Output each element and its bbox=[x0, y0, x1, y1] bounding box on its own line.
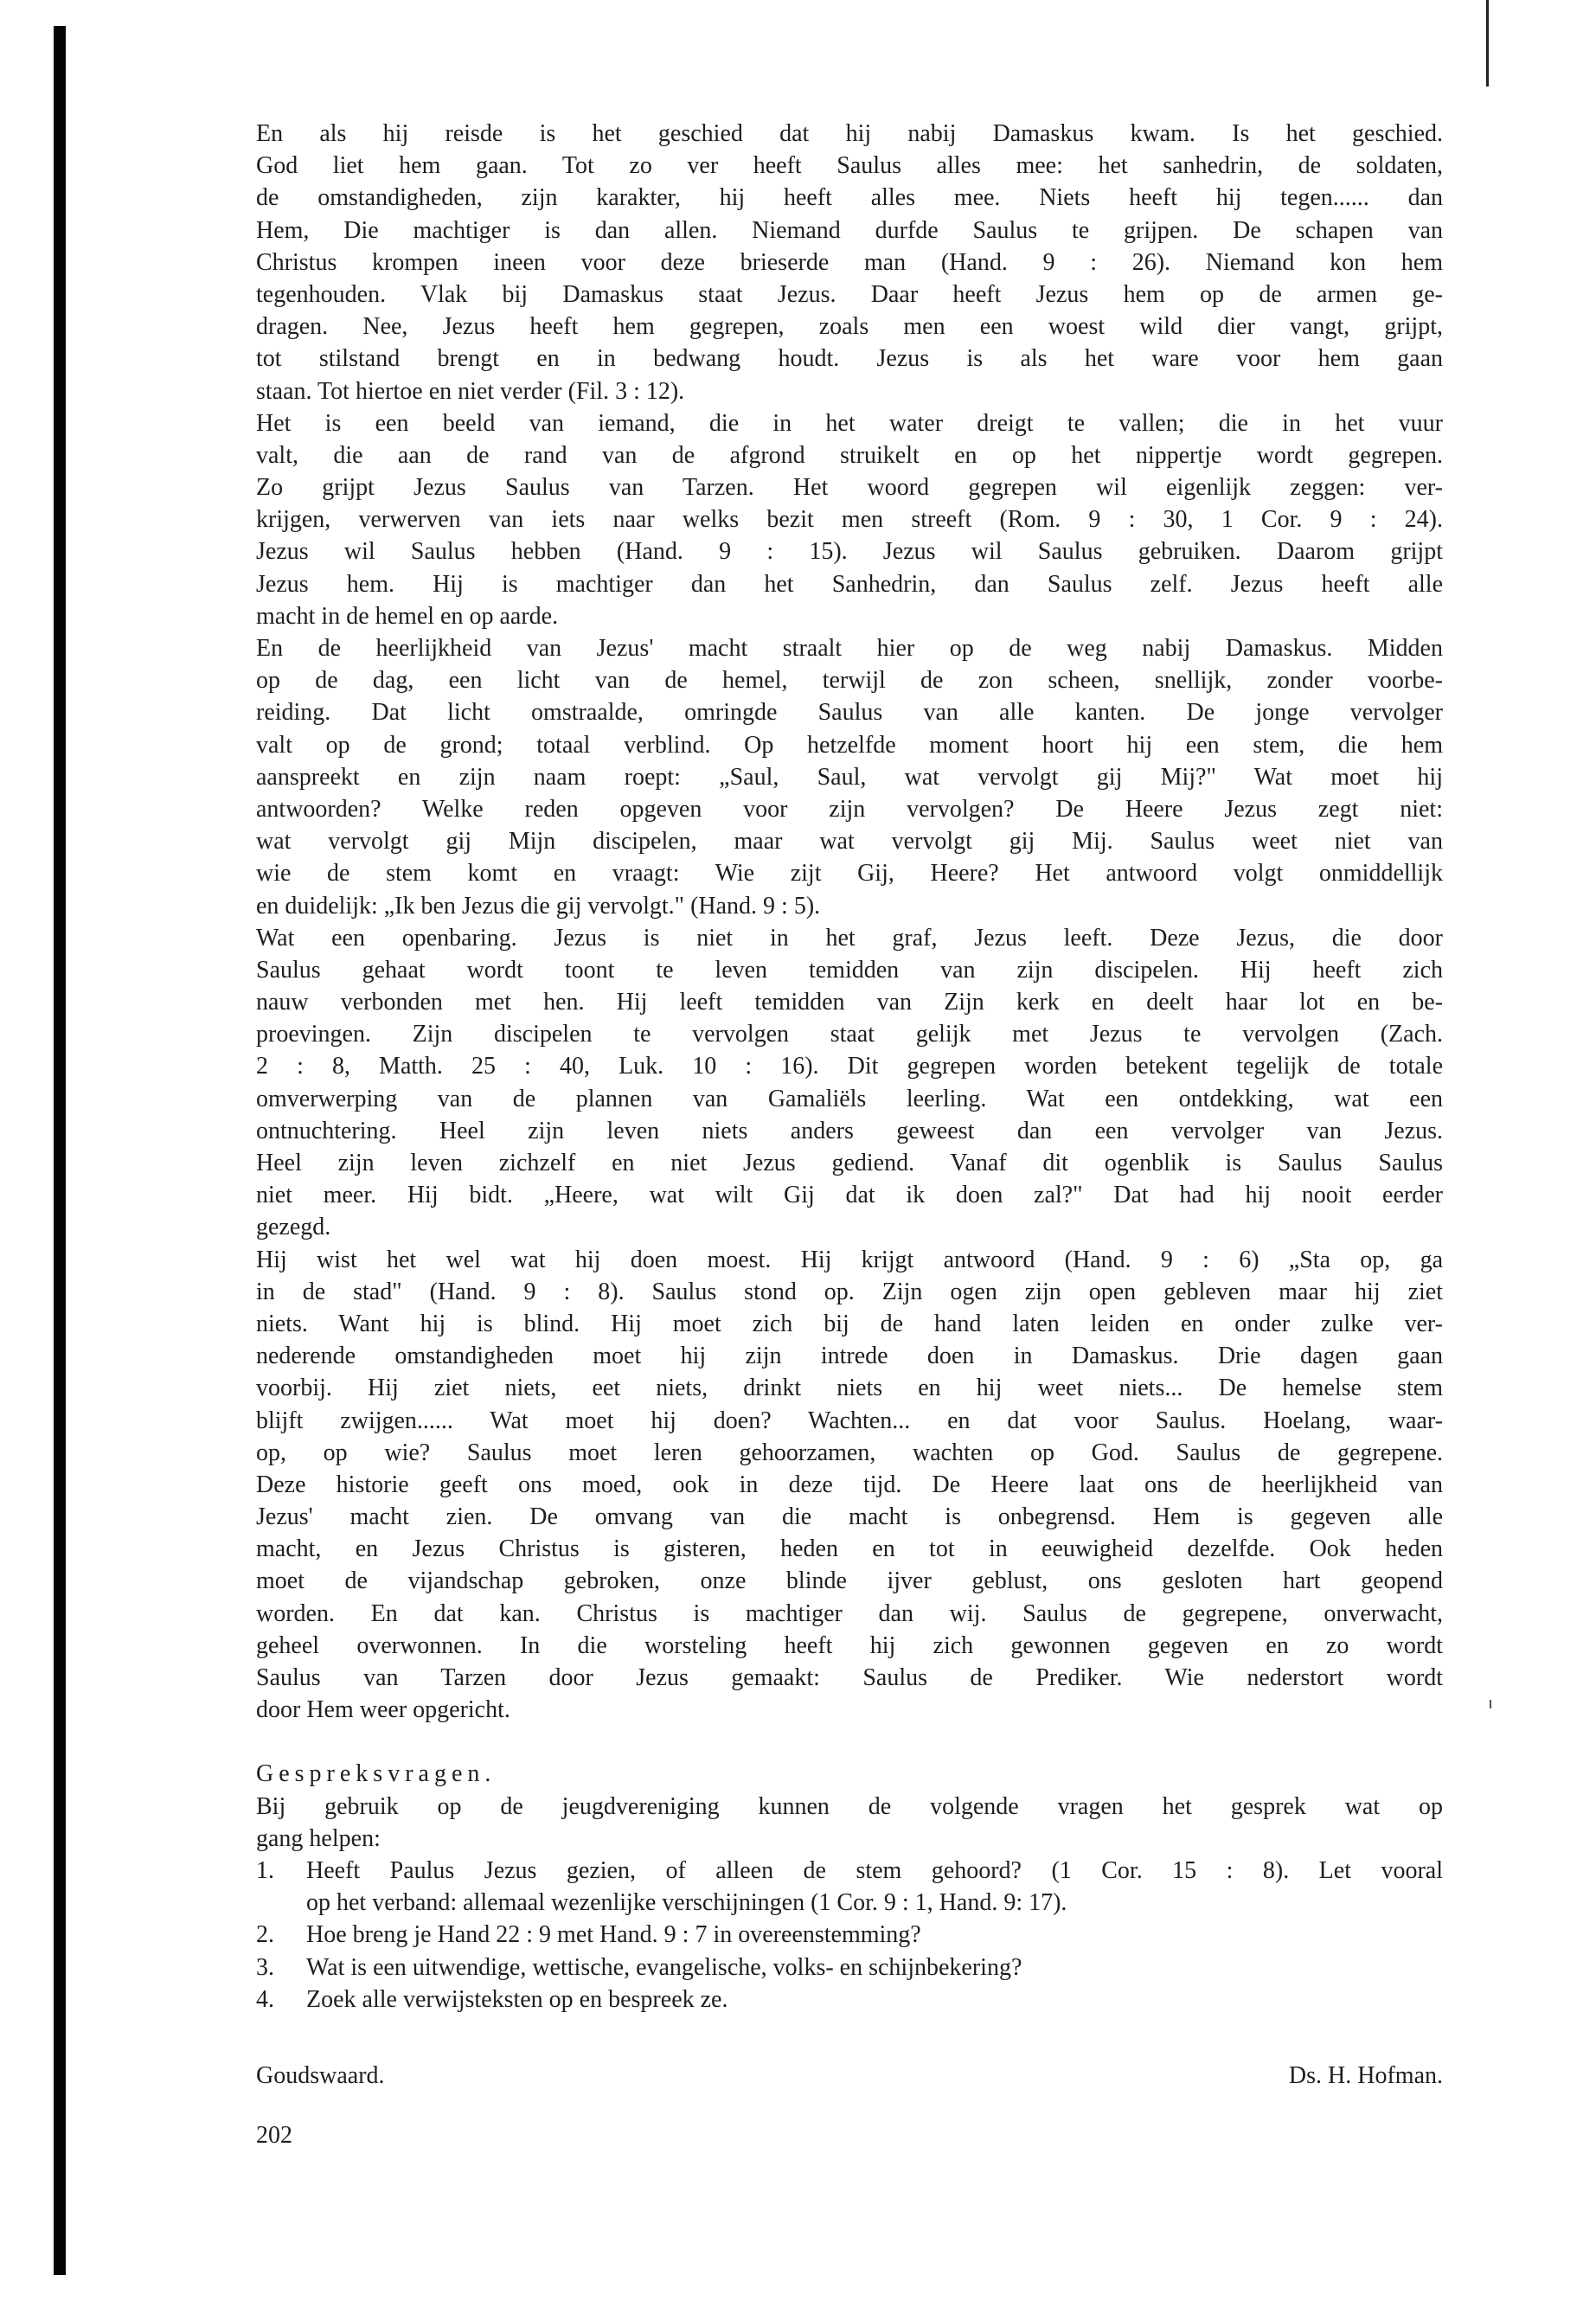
text-line: tot stilstand brengt en in bedwang houdt. Jezus is als het ware voor hem gaan bbox=[256, 345, 1443, 373]
question-text-continued: op het verband: allemaal wezenlijke verschijningen (1 Cor. 9 : 1, Hand. 9: 17). bbox=[306, 1889, 1067, 1917]
text-line: omverwerping van de plannen van Gamaliëls leerling. Wat een ontdekking, wat een bbox=[256, 1085, 1443, 1112]
text-line: Zo grijpt Jezus Saulus van Tarzen. Het woord gegrepen wil eigenlijk zeggen: ver- bbox=[256, 474, 1443, 502]
text-line: geheel overwonnen. In die worsteling heeft hij zich gewonnen gegeven en zo wordt bbox=[256, 1631, 1443, 1659]
question-number: 4. bbox=[256, 1985, 274, 2013]
text-line: op, op wie? Saulus moet leren gehoorzamen, wachten op God. Saulus de gegrepene. bbox=[256, 1439, 1443, 1466]
questions-intro-line: gang helpen: bbox=[256, 1824, 381, 1852]
text-line: proevingen. Zijn discipelen te vervolgen staat gelijk met Jezus te vervolgen (Zach. bbox=[256, 1021, 1443, 1048]
text-line: antwoorden? Welke reden opgeven voor zijn vervolgen? De Heere Jezus zegt niet: bbox=[256, 795, 1443, 823]
text-line: Jezus hem. Hij is machtiger dan het Sanhedrin, dan Saulus zelf. Jezus heeft alle bbox=[256, 570, 1443, 598]
section-gap bbox=[256, 2016, 1443, 2048]
text-line: moet de vijandschap gebroken, onze blinde ijver geblust, ons gesloten hart geopend bbox=[256, 1567, 1443, 1595]
question-text: Hoe breng je Hand 22 : 9 met Hand. 9 : 7 in overeenstemming? bbox=[306, 1921, 921, 1949]
text-line: krijgen, verwerven van iets naar welks bezit men streeft (Rom. 9 : 30, 1 Cor. 9 : 24). bbox=[256, 506, 1443, 534]
paragraph-5 bbox=[256, 1244, 1443, 1727]
text-line: gezegd. bbox=[256, 1214, 331, 1241]
text-line: wie de stem komt en vraagt: Wie zijt Gij, Heere? Het antwoord volgt onmiddellijk bbox=[256, 860, 1443, 888]
text-line: aanspreekt en zijn naam roept: „Saul, Saul, wat vervolgt gij Mij?" Wat moet hij bbox=[256, 763, 1443, 791]
question-list bbox=[256, 1855, 1443, 2016]
signature-line bbox=[256, 2060, 1443, 2092]
text-line: Deze historie geeft ons moed, ook in deze tijd. De Heere laat ons de heerlijkheid van bbox=[256, 1471, 1443, 1498]
question-text: Zoek alle verwijsteksten op en bespreek ze. bbox=[306, 1985, 728, 2013]
signature-author: Ds. H. Hofman. bbox=[1288, 2061, 1443, 2089]
text-line: en duidelijk: „Ik ben Jezus die gij vervolgt." (Hand. 9 : 5). bbox=[256, 892, 821, 920]
paragraph-3 bbox=[256, 632, 1443, 922]
text-line: op de dag, een licht van de hemel, terwijl de zon scheen, snellijk, zonder voorbe- bbox=[256, 667, 1443, 695]
text-line: En als hij reisde is het geschied dat hij nabij Damaskus kwam. Is het geschied. bbox=[256, 120, 1443, 147]
page-text-block bbox=[256, 118, 1443, 2092]
text-line: niet meer. Hij bidt. „Heere, wat wilt Gij dat ik doen zal?" Dat had hij nooit eerder bbox=[256, 1182, 1443, 1209]
text-line: staan. Tot hiertoe en niet verder (Fil. 3 : 12). bbox=[256, 377, 685, 405]
question-text: Wat is een uitwendige, wettische, evangelische, volks- en schijnbekering? bbox=[306, 1953, 1022, 1981]
paragraph-4 bbox=[256, 922, 1443, 1244]
signature-place: Goudswaard. bbox=[256, 2061, 385, 2089]
text-line: Christus krompen ineen voor deze brieserde man (Hand. 9 : 26). Niemand kon hem bbox=[256, 248, 1443, 276]
text-line: niets. Want hij is blind. Hij moet zich bij de hand laten leiden en onder zulke ver- bbox=[256, 1310, 1443, 1337]
scan-binding-edge bbox=[54, 26, 66, 2275]
text-line: valt op de grond; totaal verblind. Op hetzelfde moment hoort hij een stem, die hem bbox=[256, 731, 1443, 759]
text-line: 2 : 8, Matth. 25 : 40, Luk. 10 : 16). Dit gegrepen worden betekent tegelijk de totale bbox=[256, 1053, 1443, 1080]
section-gap bbox=[256, 1726, 1443, 1758]
text-line: macht in de hemel en op aarde. bbox=[256, 602, 559, 630]
text-line: macht, en Jezus Christus is gisteren, heden en tot in eeuwigheid dezelfde. Ook heden bbox=[256, 1535, 1443, 1563]
text-line: Jezus wil Saulus hebben (Hand. 9 : 15). Jezus wil Saulus gebruiken. Daarom grijpt bbox=[256, 538, 1443, 566]
text-line: nauw verbonden met hen. Hij leeft temidden van Zijn kerk en deelt haar lot en be- bbox=[256, 989, 1443, 1016]
text-line: ontnuchtering. Heel zijn leven niets anders geweest dan een vervolger van Jezus. bbox=[256, 1117, 1443, 1144]
text-line: in de stad" (Hand. 9 : 8). Saulus stond op. Zijn ogen zijn open gebleven maar hij ziet bbox=[256, 1278, 1443, 1305]
text-line: blijft zwijgen...... Wat moet hij doen? Wachten... en dat voor Saulus. Hoelang, waar- bbox=[256, 1407, 1443, 1434]
text-line: Saulus gehaat wordt toont te leven temidden van zijn discipelen. Hij heeft zich bbox=[256, 956, 1443, 984]
text-line: nederende omstandigheden moet hij zijn intrede doen in Damaskus. Drie dagen gaan bbox=[256, 1343, 1443, 1370]
text-line: Hij wist het wel wat hij doen moest. Hij krijgt antwoord (Hand. 9 : 6) „Sta op, ga bbox=[256, 1246, 1443, 1273]
paragraph-1 bbox=[256, 118, 1443, 407]
question-number: 2. bbox=[256, 1921, 274, 1949]
text-line: En de heerlijkheid van Jezus' macht straalt hier op de weg nabij Damaskus. Midden bbox=[256, 635, 1443, 662]
questions-intro-line: Bij gebruik op de jeugdvereniging kunnen de volgende vragen het gesprek wat op bbox=[256, 1792, 1443, 1820]
text-line: dragen. Nee, Jezus heeft hem gegrepen, zoals men een woest wild dier vangt, grijpt, bbox=[256, 313, 1443, 341]
text-line: Saulus van Tarzen door Jezus gemaakt: Saulus de Prediker. Wie nederstort wordt bbox=[256, 1664, 1443, 1691]
question-item bbox=[256, 1855, 1443, 1887]
question-item bbox=[256, 1919, 1443, 1951]
text-line: door Hem weer opgericht. bbox=[256, 1696, 510, 1724]
page-number: 202 bbox=[256, 2122, 292, 2149]
text-line: de omstandigheden, zijn karakter, hij heeft alles mee. Niets heeft hij tegen...... dan bbox=[256, 184, 1443, 212]
text-line: tegenhouden. Vlak bij Damaskus staat Jezus. Daar heeft Jezus hem op de armen ge- bbox=[256, 280, 1443, 308]
text-line: Hem, Die machtiger is dan allen. Niemand durfde Saulus te grijpen. De schapen van bbox=[256, 216, 1443, 244]
question-item bbox=[256, 1952, 1443, 1984]
text-line: God liet hem gaan. Tot zo ver heeft Saulus alles mee: het sanhedrin, de soldaten, bbox=[256, 152, 1443, 180]
scan-speck bbox=[1490, 1700, 1491, 1708]
text-line: Jezus' macht zien. De omvang van die macht is onbegrensd. Hem is gegeven alle bbox=[256, 1503, 1443, 1531]
question-text: Heeft Paulus Jezus gezien, of alleen de stem gehoord? (1 Cor. 15 : 8). Let vooral bbox=[306, 1856, 1443, 1884]
question-number: 1. bbox=[256, 1856, 274, 1884]
paragraph-2 bbox=[256, 407, 1443, 632]
text-line: Heel zijn leven zichzelf en niet Jezus gediend. Vanaf dit ogenblik is Saulus Saulus bbox=[256, 1150, 1443, 1176]
text-line: worden. En dat kan. Christus is machtiger dan wij. Saulus de gegrepene, onverwacht, bbox=[256, 1599, 1443, 1627]
question-number: 3. bbox=[256, 1953, 274, 1981]
text-line: wat vervolgt gij Mijn discipelen, maar wat vervolgt gij Mij. Saulus weet niet van bbox=[256, 828, 1443, 856]
text-line: valt, die aan de rand van de afgrond struikelt en op het nippertje wordt gegrepen. bbox=[256, 441, 1443, 469]
question-item bbox=[256, 1984, 1443, 2016]
text-line: voorbij. Hij ziet niets, eet niets, drinkt niets en hij weet niets... De hemelse stem bbox=[256, 1375, 1443, 1402]
text-line: reiding. Dat licht omstraalde, omringde Saulus van alle kanten. De jonge vervolger bbox=[256, 699, 1443, 727]
questions-heading: Gespreksvragen. bbox=[256, 1760, 497, 1788]
text-line: Het is een beeld van iemand, die in het water dreigt te vallen; die in het vuur bbox=[256, 409, 1443, 437]
scan-edge-mark bbox=[1486, 0, 1489, 87]
text-line: Wat een openbaring. Jezus is niet in het graf, Jezus leeft. Deze Jezus, die door bbox=[256, 924, 1443, 952]
